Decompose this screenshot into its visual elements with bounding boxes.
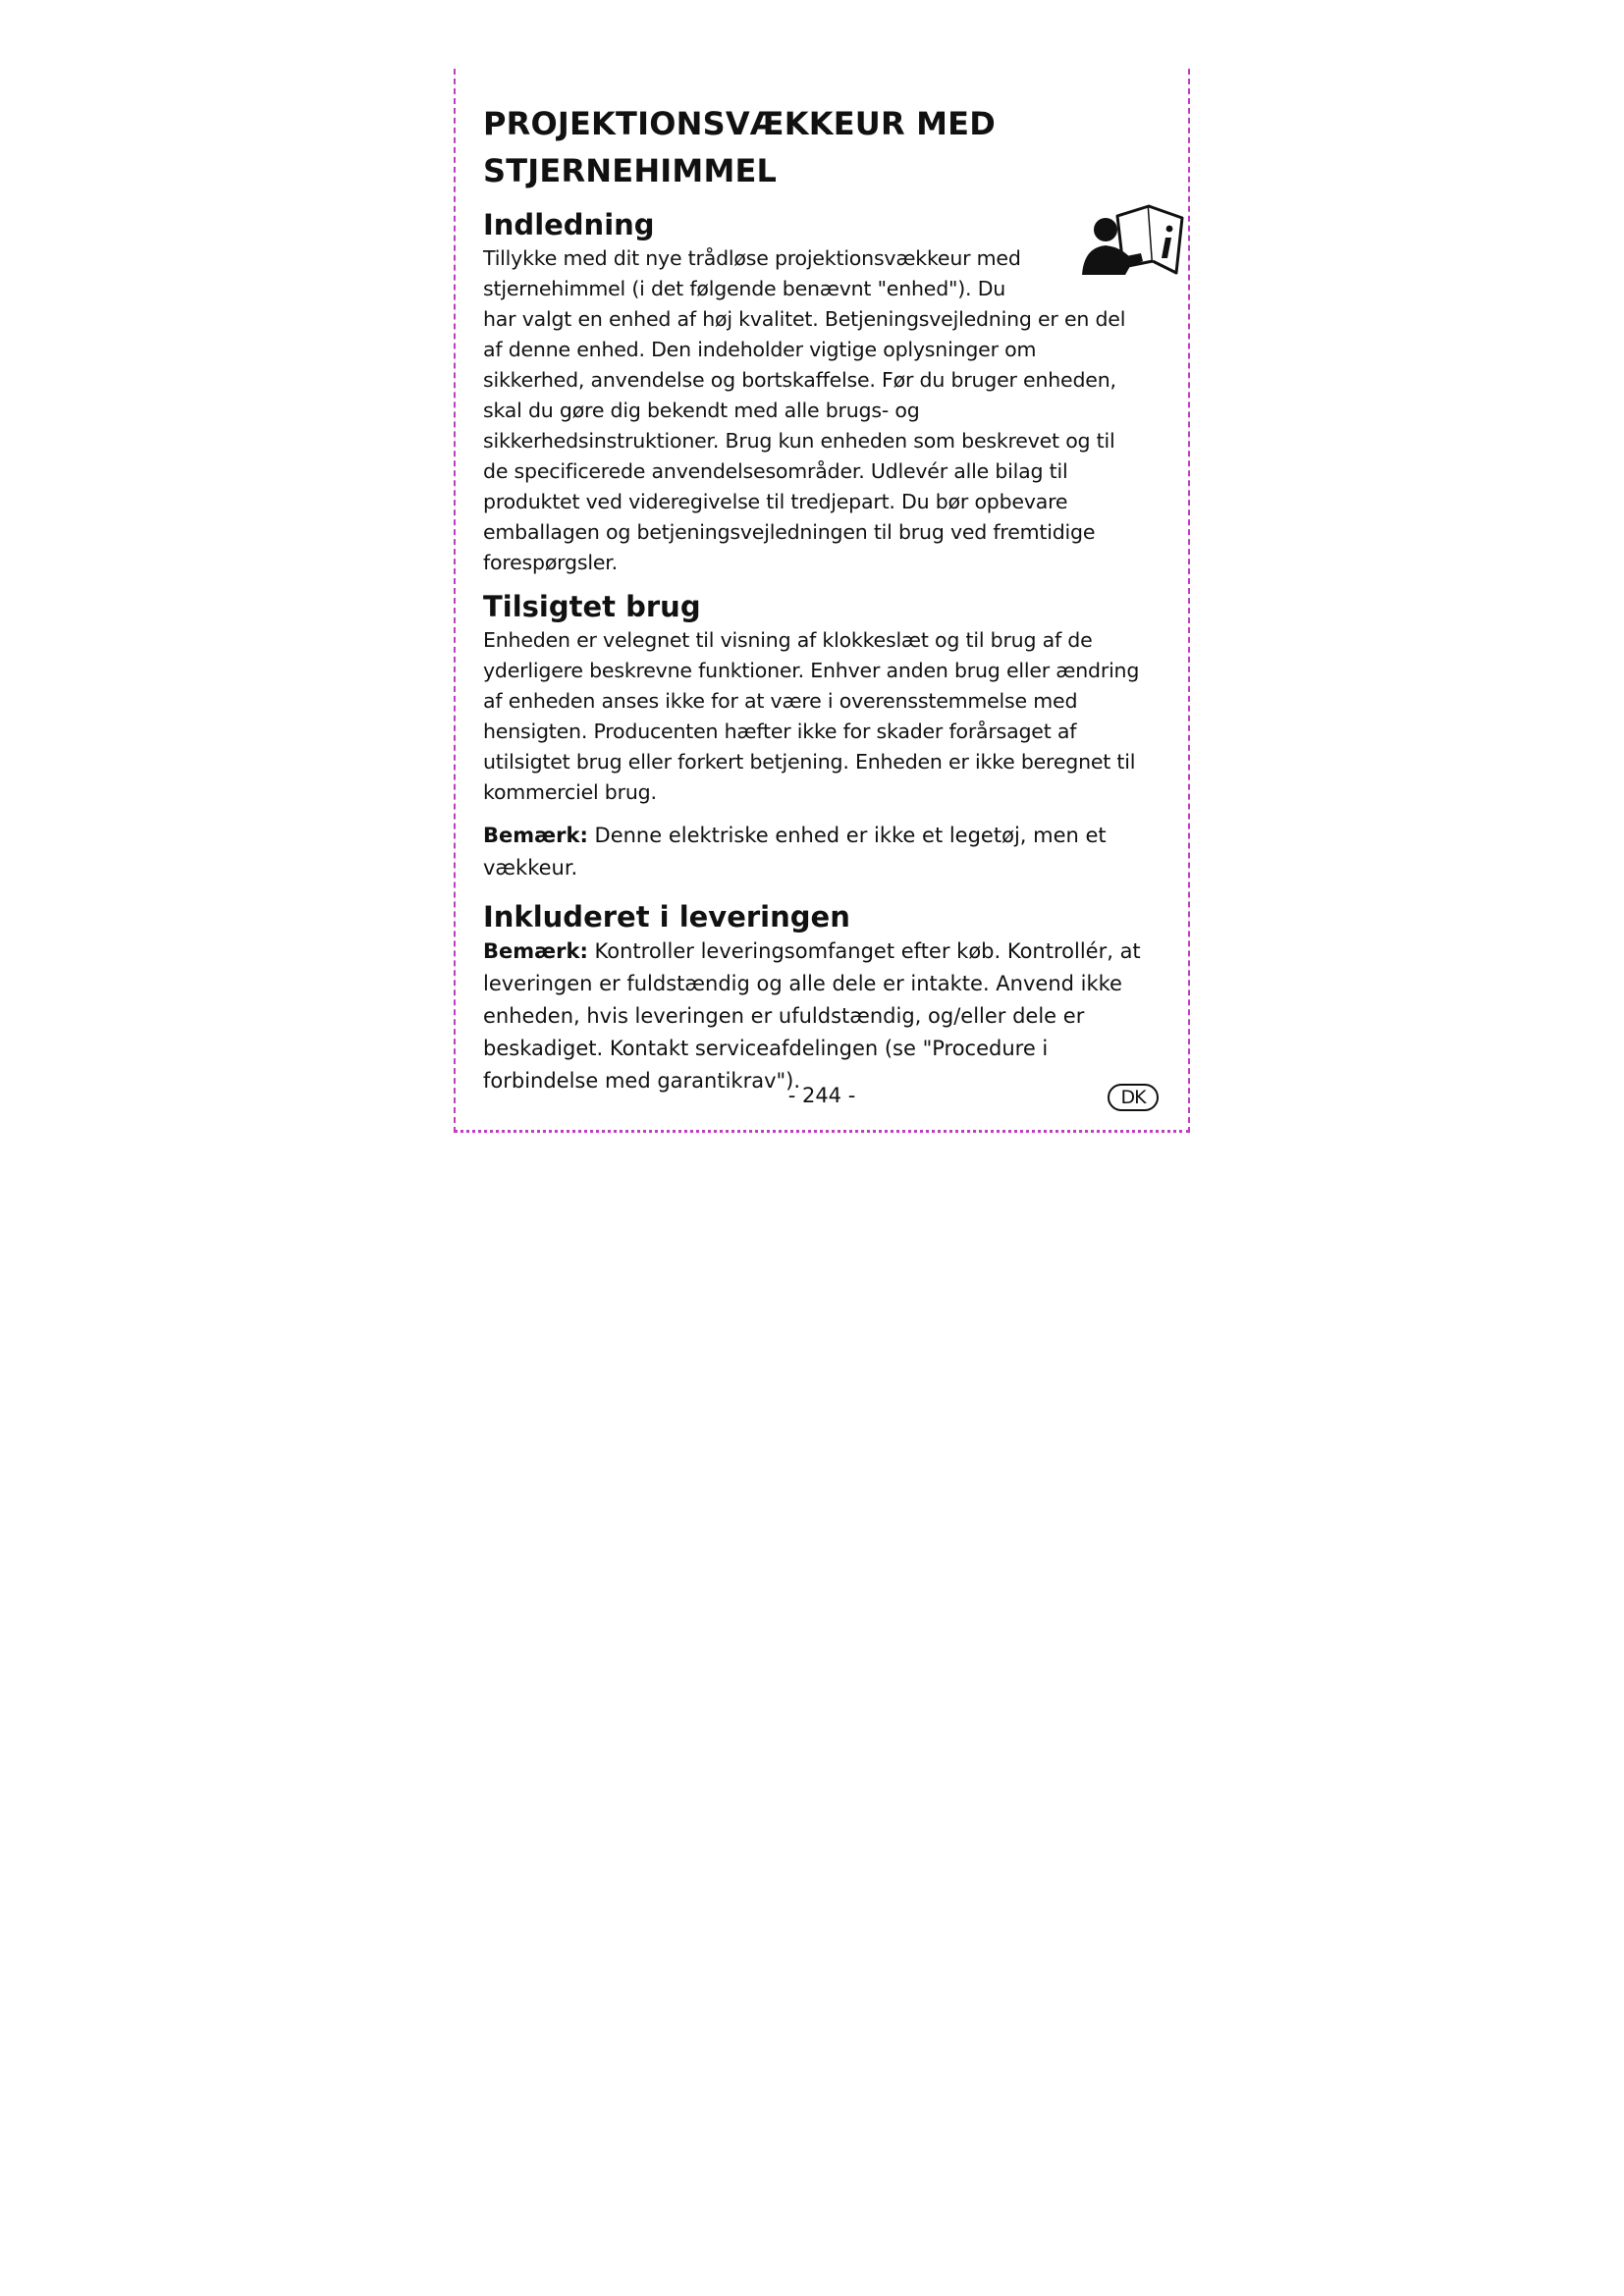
delivery-note — [483, 935, 1143, 1097]
note-text: Denne elektriske enhed er ikke et legetøj, men et vækkeur. — [483, 824, 1107, 880]
heading-intro: Indledning — [483, 208, 655, 241]
note-label: Bemærk: — [483, 824, 588, 847]
page-title: PROJEKTIONSVÆKKEUR MED STJERNEHIMMEL — [483, 105, 996, 189]
page-number: - 244 - — [787, 1084, 856, 1107]
read-manual-info-icon — [1080, 202, 1188, 281]
intro-paragraph — [483, 243, 1143, 578]
manual-page — [454, 69, 1190, 1133]
intro-text: Tillykke med dit nye trådløse projektionsvækkeur med stjernehimmel (i det følgende benævnt "enhed"). Du har valgt en enhed af høj kvalitet. Betjeningsvejledning er en del af denne enhed. Den indeholder vigtige oplysninger om sikkerhed, anvendelse og bortskaffelse. Før du bruger enheden, skal du gøre dig bekendt med alle brugs- og sikkerhedsinstruktioner. Brug kun enheden som beskrevet og til de specificerede anvendelsesområder. Udlevér alle bilag til produktet ved videregivelse til tredjepart. Du bør opbevare emballagen og betjeningsvejledningen til brug ved fremtidige forespørgsler. — [483, 246, 1126, 574]
note-text: Kontroller leveringsomfanget efter køb. Kontrollér, at leveringen er fuldstændig og alle dele er intakte. Anvend ikke enheden, hvis leveringen er ufuldstændig, og/eller dele er beskadiget. Kontakt serviceafdelingen (se "Procedure i forbindelse med garantikrav"). — [483, 939, 1141, 1093]
page-content — [483, 100, 1143, 1097]
intended-use-note — [483, 820, 1143, 884]
heading-intended-use: Tilsigtet brug — [483, 590, 701, 623]
note-label: Bemærk: — [483, 939, 588, 963]
language-badge: DK — [1108, 1084, 1159, 1111]
heading-delivery: Inkluderet i leveringen — [483, 900, 850, 934]
intended-use-paragraph: Enheden er velegnet til visning af klokkeslæt og til brug af de yderligere beskrevne funktioner. Enhver anden brug eller ændring af enheden anses ikke for at være i overensstemmelse med hensigten. Producenten hæfter ikke for skader forårsaget af utilsigtet brug eller forkert betjening. Enheden er ikke beregnet til kommerciel brug. — [483, 628, 1140, 804]
